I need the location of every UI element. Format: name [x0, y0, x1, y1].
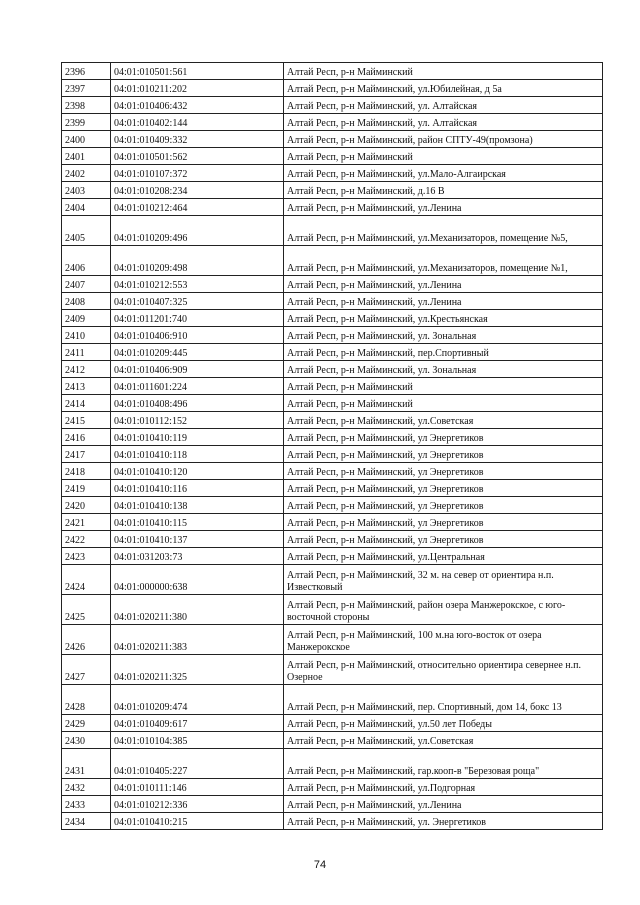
table-row — [62, 565, 603, 595]
cadastral-number-cell: 04:01:010408:496 — [111, 395, 284, 412]
table-row — [62, 327, 603, 344]
row-number-cell: 2408 — [62, 293, 111, 310]
row-number-cell: 2413 — [62, 378, 111, 395]
row-number-cell: 2406 — [62, 246, 111, 276]
cadastral-number-cell: 04:01:010410:118 — [111, 446, 284, 463]
table-row — [62, 796, 603, 813]
table-row — [62, 63, 603, 80]
table-row — [62, 480, 603, 497]
table-row — [62, 514, 603, 531]
cadastral-number-cell: 04:01:010211:202 — [111, 80, 284, 97]
row-number-cell: 2426 — [62, 625, 111, 655]
cadastral-number-cell: 04:01:020211:380 — [111, 595, 284, 625]
row-number-cell: 2409 — [62, 310, 111, 327]
row-number-cell: 2404 — [62, 199, 111, 216]
table-row — [62, 148, 603, 165]
page-number: 74 — [313, 859, 327, 871]
table-row — [62, 395, 603, 412]
row-number-cell: 2425 — [62, 595, 111, 625]
cadastral-number-cell: 04:01:010112:152 — [111, 412, 284, 429]
table-row — [62, 276, 603, 293]
table-row — [62, 293, 603, 310]
table-row — [62, 685, 603, 715]
cadastral-number-cell: 04:01:010410:119 — [111, 429, 284, 446]
address-cell: Алтай Респ, р-н Майминский, ул.Центральная — [284, 548, 603, 565]
row-number-cell: 2402 — [62, 165, 111, 182]
cadastral-number-cell: 04:01:010410:120 — [111, 463, 284, 480]
table-row — [62, 497, 603, 514]
row-number-cell: 2414 — [62, 395, 111, 412]
cadastral-number-cell: 04:01:010406:432 — [111, 97, 284, 114]
row-number-cell: 2417 — [62, 446, 111, 463]
row-number-cell: 2418 — [62, 463, 111, 480]
row-number-cell: 2433 — [62, 796, 111, 813]
cadastral-number-cell: 04:01:031203:73 — [111, 548, 284, 565]
address-cell: Алтай Респ, р-н Майминский — [284, 378, 603, 395]
cadastral-number-cell: 04:01:010405:227 — [111, 749, 284, 779]
table-row — [62, 246, 603, 276]
address-cell: Алтай Респ, р-н Майминский, ул. Зональная — [284, 327, 603, 344]
cadastral-number-cell: 04:01:010406:910 — [111, 327, 284, 344]
table-row — [62, 131, 603, 148]
address-cell: Алтай Респ, р-н Майминский, ул.Крестьянская — [284, 310, 603, 327]
row-number-cell: 2419 — [62, 480, 111, 497]
address-cell: Алтай Респ, р-н Майминский, ул.Ленина — [284, 293, 603, 310]
table-row — [62, 446, 603, 463]
address-cell: Алтай Респ, р-н Майминский, ул.Советская — [284, 412, 603, 429]
cadastral-number-cell: 04:01:010501:562 — [111, 148, 284, 165]
cadastral-number-cell: 04:01:010111:146 — [111, 779, 284, 796]
cadastral-number-cell: 04:01:011601:224 — [111, 378, 284, 395]
address-cell: Алтай Респ, р-н Майминский, ул Энергетиков — [284, 446, 603, 463]
table-row — [62, 378, 603, 395]
cadastral-number-cell: 04:01:010209:445 — [111, 344, 284, 361]
table-row — [62, 595, 603, 625]
cadastral-number-cell: 04:01:010410:116 — [111, 480, 284, 497]
address-cell: Алтай Респ, р-н Майминский, ул.Ленина — [284, 199, 603, 216]
cadastral-number-cell: 04:01:010409:332 — [111, 131, 284, 148]
address-cell: Алтай Респ, р-н Майминский, пер. Спортивный, дом 14, бокс 13 — [284, 685, 603, 715]
cadastral-number-cell: 04:01:010212:553 — [111, 276, 284, 293]
row-number-cell: 2410 — [62, 327, 111, 344]
row-number-cell: 2420 — [62, 497, 111, 514]
cadastral-number-cell: 04:01:010212:336 — [111, 796, 284, 813]
address-cell: Алтай Респ, р-н Майминский, ул.Механизаторов, помещение №5, — [284, 216, 603, 246]
cadastral-number-cell: 04:01:010209:496 — [111, 216, 284, 246]
address-cell: Алтай Респ, р-н Майминский, ул Энергетиков — [284, 463, 603, 480]
row-number-cell: 2431 — [62, 749, 111, 779]
table-row — [62, 80, 603, 97]
cadastral-number-cell: 04:01:010406:909 — [111, 361, 284, 378]
cadastral-number-cell: 04:01:010410:115 — [111, 514, 284, 531]
address-cell: Алтай Респ, р-н Майминский, ул. Алтайская — [284, 97, 603, 114]
row-number-cell: 2400 — [62, 131, 111, 148]
address-cell: Алтай Респ, р-н Майминский, относительно ориентира севернее н.п. Озерное — [284, 655, 603, 685]
row-number-cell: 2424 — [62, 565, 111, 595]
address-cell: Алтай Респ, р-н Майминский, ул Энергетиков — [284, 531, 603, 548]
address-cell: Алтай Респ, р-н Майминский, ул Энергетиков — [284, 429, 603, 446]
row-number-cell: 2401 — [62, 148, 111, 165]
cadastral-number-cell: 04:01:010409:617 — [111, 715, 284, 732]
row-number-cell: 2415 — [62, 412, 111, 429]
row-number-cell: 2429 — [62, 715, 111, 732]
address-cell: Алтай Респ, р-н Майминский, ул.Ленина — [284, 276, 603, 293]
row-number-cell: 2412 — [62, 361, 111, 378]
cadastral-number-cell: 04:01:010402:144 — [111, 114, 284, 131]
cadastral-registry-table — [61, 62, 603, 830]
table-row — [62, 429, 603, 446]
address-cell: Алтай Респ, р-н Майминский, ул.50 лет Победы — [284, 715, 603, 732]
row-number-cell: 2411 — [62, 344, 111, 361]
table-row — [62, 199, 603, 216]
address-cell: Алтай Респ, р-н Майминский, ул. Зональная — [284, 361, 603, 378]
table-row — [62, 412, 603, 429]
table-row — [62, 625, 603, 655]
row-number-cell: 2416 — [62, 429, 111, 446]
table-row — [62, 310, 603, 327]
address-cell: Алтай Респ, р-н Майминский, ул. Алтайская — [284, 114, 603, 131]
cadastral-number-cell: 04:01:000000:638 — [111, 565, 284, 595]
row-number-cell: 2403 — [62, 182, 111, 199]
row-number-cell: 2430 — [62, 732, 111, 749]
row-number-cell: 2434 — [62, 813, 111, 830]
address-cell: Алтай Респ, р-н Майминский, район озера Манжерокское, с юго-восточной стороны — [284, 595, 603, 625]
cadastral-number-cell: 04:01:020211:325 — [111, 655, 284, 685]
cadastral-number-cell: 04:01:010209:474 — [111, 685, 284, 715]
table-row — [62, 182, 603, 199]
address-cell: Алтай Респ, р-н Майминский, д.16 В — [284, 182, 603, 199]
table-row — [62, 216, 603, 246]
cadastral-number-cell: 04:01:010410:138 — [111, 497, 284, 514]
table-row — [62, 813, 603, 830]
table-body — [62, 63, 603, 830]
row-number-cell: 2397 — [62, 80, 111, 97]
table-row — [62, 97, 603, 114]
table-row — [62, 732, 603, 749]
address-cell: Алтай Респ, р-н Майминский, 100 м.на юго-восток от озера Манжерокское — [284, 625, 603, 655]
table-row — [62, 361, 603, 378]
address-cell: Алтай Респ, р-н Майминский, ул Энергетиков — [284, 514, 603, 531]
address-cell: Алтай Респ, р-н Майминский — [284, 395, 603, 412]
table-row — [62, 114, 603, 131]
address-cell: Алтай Респ, р-н Майминский, ул.Мало-Алгаирская — [284, 165, 603, 182]
address-cell: Алтай Респ, р-н Майминский, ул.Юбилейная, д 5а — [284, 80, 603, 97]
table-row — [62, 344, 603, 361]
row-number-cell: 2396 — [62, 63, 111, 80]
cadastral-number-cell: 04:01:010501:561 — [111, 63, 284, 80]
cadastral-number-cell: 04:01:010407:325 — [111, 293, 284, 310]
row-number-cell: 2428 — [62, 685, 111, 715]
address-cell: Алтай Респ, р-н Майминский, ул.Советская — [284, 732, 603, 749]
table-row — [62, 655, 603, 685]
address-cell: Алтай Респ, р-н Майминский, 32 м. на север от ориентира н.п. Известковый — [284, 565, 603, 595]
table-row — [62, 531, 603, 548]
address-cell: Алтай Респ, р-н Майминский, гар.кооп-в "Березовая роща" — [284, 749, 603, 779]
row-number-cell: 2432 — [62, 779, 111, 796]
cadastral-number-cell: 04:01:020211:383 — [111, 625, 284, 655]
cadastral-number-cell: 04:01:011201:740 — [111, 310, 284, 327]
address-cell: Алтай Респ, р-н Майминский, район СПТУ-49(промзона) — [284, 131, 603, 148]
cadastral-number-cell: 04:01:010104:385 — [111, 732, 284, 749]
row-number-cell: 2405 — [62, 216, 111, 246]
table-row — [62, 779, 603, 796]
cadastral-number-cell: 04:01:010208:234 — [111, 182, 284, 199]
row-number-cell: 2421 — [62, 514, 111, 531]
address-cell: Алтай Респ, р-н Майминский — [284, 63, 603, 80]
cadastral-number-cell: 04:01:010107:372 — [111, 165, 284, 182]
address-cell: Алтай Респ, р-н Майминский, ул.Подгорная — [284, 779, 603, 796]
address-cell: Алтай Респ, р-н Майминский, ул.Механизаторов, помещение №1, — [284, 246, 603, 276]
row-number-cell: 2399 — [62, 114, 111, 131]
address-cell: Алтай Респ, р-н Майминский, ул.Ленина — [284, 796, 603, 813]
row-number-cell: 2427 — [62, 655, 111, 685]
address-cell: Алтай Респ, р-н Майминский, пер.Спортивный — [284, 344, 603, 361]
row-number-cell: 2398 — [62, 97, 111, 114]
address-cell: Алтай Респ, р-н Майминский, ул Энергетиков — [284, 480, 603, 497]
cadastral-number-cell: 04:01:010410:215 — [111, 813, 284, 830]
table-row — [62, 165, 603, 182]
row-number-cell: 2407 — [62, 276, 111, 293]
table-row — [62, 749, 603, 779]
row-number-cell: 2423 — [62, 548, 111, 565]
table-row — [62, 463, 603, 480]
cadastral-number-cell: 04:01:010410:137 — [111, 531, 284, 548]
address-cell: Алтай Респ, р-н Майминский, ул. Энергетиков — [284, 813, 603, 830]
table-row — [62, 715, 603, 732]
address-cell: Алтай Респ, р-н Майминский — [284, 148, 603, 165]
address-cell: Алтай Респ, р-н Майминский, ул Энергетиков — [284, 497, 603, 514]
cadastral-number-cell: 04:01:010209:498 — [111, 246, 284, 276]
cadastral-number-cell: 04:01:010212:464 — [111, 199, 284, 216]
row-number-cell: 2422 — [62, 531, 111, 548]
table-row — [62, 548, 603, 565]
